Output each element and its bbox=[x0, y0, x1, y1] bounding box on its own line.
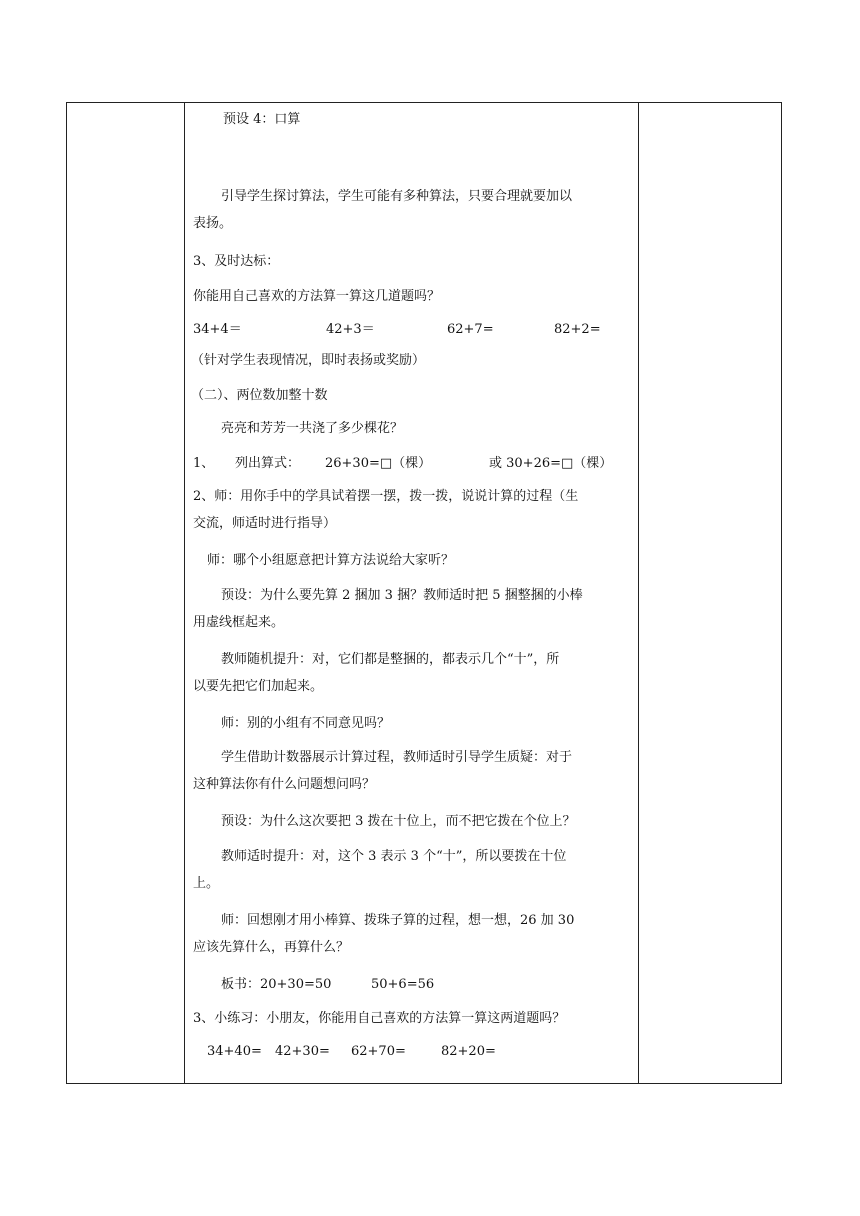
paragraph-line: （针对学生表现情况，即时表扬或奖励） bbox=[191, 353, 426, 368]
paragraph-line: 上。 bbox=[193, 876, 220, 891]
paragraph-line: 师：回想刚才用小棒算、拨珠子算的过程，想一想，26 加 30 bbox=[221, 913, 575, 928]
paragraph-line: 表扬。 bbox=[193, 216, 233, 231]
section-heading: 3、及时达标： bbox=[193, 254, 280, 269]
formula-expression-alt: 或 30+26=□（棵） bbox=[489, 456, 613, 471]
paragraph-line: 师：别的小组有不同意见吗？ bbox=[221, 716, 391, 731]
paragraph-line: 师：哪个小组愿意把计算方法说给大家听？ bbox=[207, 553, 455, 568]
column-divider-left bbox=[184, 103, 185, 1083]
paragraph-line: 教师随机提升：对，它们都是整捆的，都表示几个“十”，所 bbox=[221, 652, 560, 667]
paragraph-line: 以要先把它们加起来。 bbox=[193, 679, 324, 694]
section-heading: （二）、两位数加整十数 bbox=[191, 388, 328, 403]
board-expression: 50+6=56 bbox=[371, 977, 435, 992]
question-line: 亮亮和芳芳一共浇了多少棵花？ bbox=[221, 421, 404, 436]
paragraph-line: 应该先算什么，再算什么？ bbox=[193, 940, 350, 955]
paragraph-line: 学生借助计数器展示计算过程，教师适时引导学生质疑：对于 bbox=[221, 750, 573, 765]
paragraph-line: 这种算法你有什么问题想问吗？ bbox=[193, 777, 376, 792]
paragraph-line: 教师适时提升：对，这个 3 表示 3 个“十”，所以要拨在十位 bbox=[221, 849, 567, 864]
exercise-item: 42+3＝ bbox=[326, 322, 375, 337]
formula-expression: 26+30=□（棵） bbox=[325, 456, 432, 471]
exercise-item: 62+70= bbox=[351, 1044, 406, 1059]
exercise-item: 42+30= bbox=[275, 1044, 330, 1059]
preset-4-heading: 预设 4：口算 bbox=[223, 112, 301, 127]
exercise-item: 62+7= bbox=[447, 322, 494, 337]
exercise-item: 82+20= bbox=[441, 1044, 496, 1059]
exercise-item: 34+4＝ bbox=[193, 322, 242, 337]
lesson-plan-table bbox=[66, 102, 782, 1084]
board-label: 板书：20+30=50 bbox=[221, 977, 332, 992]
exercise-item: 34+40= bbox=[207, 1044, 262, 1059]
paragraph-line: 用虚线框起来。 bbox=[193, 615, 285, 630]
exercise-item: 82+2= bbox=[554, 322, 601, 337]
left-cell bbox=[67, 103, 184, 1083]
paragraph-line: 2、师：用你手中的学具试着摆一摆，拨一拨，说说计算的过程（生 bbox=[193, 489, 579, 504]
formula-number: 1、 bbox=[193, 456, 215, 471]
paragraph-line: 交流，师适时进行指导） bbox=[193, 516, 337, 531]
section-heading: 3、小练习：小朋友，你能用自己喜欢的方法算一算这两道题吗？ bbox=[193, 1011, 566, 1026]
paragraph-line: 预设：为什么这次要把 3 拨在十位上，而不把它拨在个位上？ bbox=[221, 814, 576, 829]
paragraph-line: 引导学生探讨算法，学生可能有多种算法，只要合理就要加以 bbox=[221, 189, 573, 204]
right-cell bbox=[639, 103, 781, 1083]
paragraph-line: 你能用自己喜欢的方法算一算这几道题吗？ bbox=[193, 289, 441, 304]
paragraph-line: 预设：为什么要先算 2 捆加 3 捆？教师适时把 5 捆整捆的小棒 bbox=[221, 588, 583, 603]
formula-label: 列出算式： bbox=[235, 456, 301, 471]
